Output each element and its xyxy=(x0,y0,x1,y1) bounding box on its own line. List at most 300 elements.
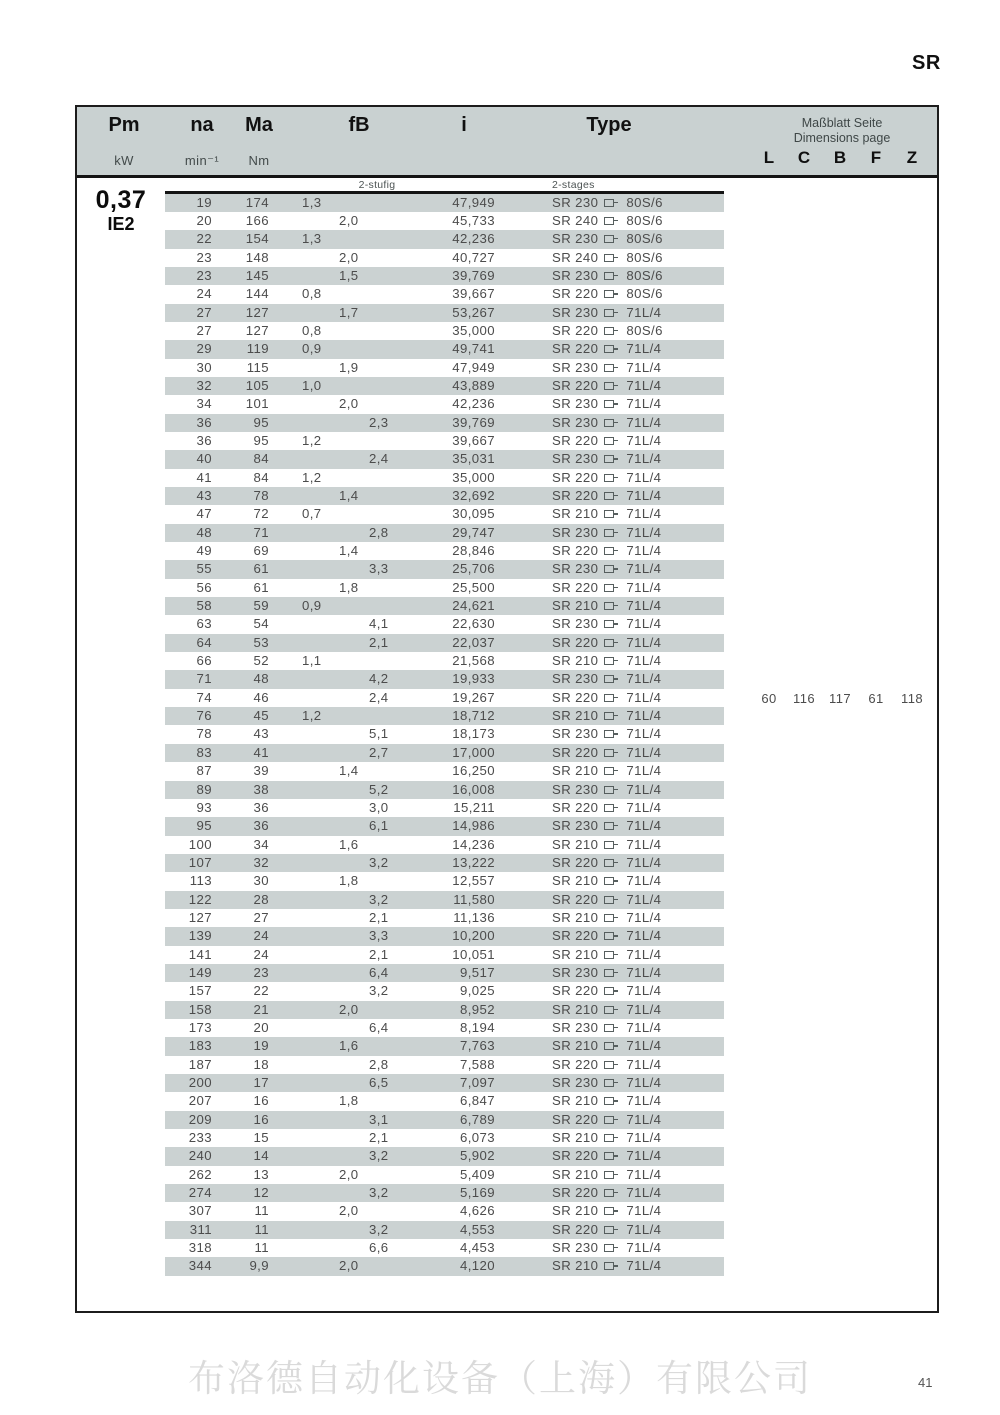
gearbox-type: SR 220 xyxy=(552,744,599,760)
gearbox-type: SR 220 xyxy=(552,286,599,302)
table-row xyxy=(165,1184,724,1202)
i-value: 19,267 xyxy=(452,689,495,705)
i-value: 5,902 xyxy=(459,1148,495,1164)
motor-size: 71L/4 xyxy=(626,1075,662,1090)
motor-size: 71L/4 xyxy=(626,1111,662,1127)
table-row xyxy=(165,1257,724,1275)
table-row xyxy=(165,395,724,413)
type-value xyxy=(552,652,661,671)
fb-value: 6,6 xyxy=(369,1240,389,1256)
i-value: 10,200 xyxy=(452,928,495,944)
motor-size: 71L/4 xyxy=(626,1001,662,1017)
gearbox-type: SR 220 xyxy=(552,543,599,559)
fb-value: 2,3 xyxy=(369,414,389,430)
fb-value: 6,5 xyxy=(369,1075,389,1090)
square-flange-icon xyxy=(604,235,614,243)
type-value xyxy=(552,505,661,524)
na-value: 307 xyxy=(188,1203,212,1219)
fb-value: 3,2 xyxy=(369,1221,389,1237)
type-value xyxy=(552,1037,661,1056)
table-row xyxy=(165,597,724,615)
type-value xyxy=(552,1257,661,1276)
table-row xyxy=(165,249,724,267)
i-value: 14,236 xyxy=(452,836,495,852)
gearbox-type: SR 220 xyxy=(552,983,599,999)
square-flange-icon xyxy=(604,914,614,922)
fb-value: 2,0 xyxy=(339,1166,359,1182)
ma-value: 105 xyxy=(245,377,269,393)
type-value xyxy=(552,542,661,561)
i-value: 39,667 xyxy=(452,286,495,302)
fb-value: 6,4 xyxy=(369,964,389,980)
motor-size: 71L/4 xyxy=(626,928,662,944)
table-row xyxy=(165,1001,724,1019)
square-flange-icon xyxy=(604,1042,614,1050)
gearbox-type: SR 230 xyxy=(552,267,599,283)
ma-value: 148 xyxy=(245,249,269,265)
square-flange-icon xyxy=(604,290,614,298)
na-value: 149 xyxy=(188,964,212,980)
i-value: 5,409 xyxy=(459,1166,495,1182)
i-value: 12,557 xyxy=(452,873,495,889)
table-row xyxy=(165,230,724,248)
i-value: 6,789 xyxy=(459,1111,495,1127)
square-flange-icon xyxy=(604,822,614,830)
fb-value: 0,8 xyxy=(302,286,322,302)
square-flange-icon xyxy=(604,565,614,573)
motor-size: 71L/4 xyxy=(626,964,662,980)
type-value xyxy=(552,267,663,286)
ma-value: 23 xyxy=(253,964,269,980)
gearbox-type: SR 230 xyxy=(552,1019,599,1035)
motor-size: 80S/6 xyxy=(626,322,663,338)
gearbox-type: SR 230 xyxy=(552,964,599,980)
ma-value: 17 xyxy=(253,1075,269,1090)
square-flange-icon xyxy=(604,382,614,390)
ma-value: 19 xyxy=(253,1038,269,1054)
na-value: 34 xyxy=(196,396,212,412)
na-value: 36 xyxy=(196,432,212,448)
fb-value: 2,8 xyxy=(369,1056,389,1072)
ma-value: 11 xyxy=(254,1203,269,1219)
dims-col-Z: Z xyxy=(906,148,918,167)
gearbox-type: SR 230 xyxy=(552,726,599,742)
gearbox-type: SR 230 xyxy=(552,1075,599,1090)
motor-size: 71L/4 xyxy=(626,396,662,412)
na-value: 100 xyxy=(188,836,212,852)
fb-value: 1,4 xyxy=(339,763,359,779)
dims-value-Z: 118 xyxy=(901,691,923,706)
motor-size: 80S/6 xyxy=(626,212,663,228)
gearbox-type: SR 230 xyxy=(552,524,599,540)
na-value: 95 xyxy=(196,818,212,834)
na-value: 27 xyxy=(196,322,212,338)
table-row xyxy=(165,267,724,285)
square-flange-icon xyxy=(604,1226,614,1234)
gearbox-type: SR 220 xyxy=(552,634,599,650)
fb-value: 0,8 xyxy=(302,322,322,338)
type-value xyxy=(552,597,661,616)
type-value xyxy=(552,964,661,983)
ma-value: 72 xyxy=(253,506,269,522)
square-flange-icon xyxy=(604,1024,614,1032)
type-value xyxy=(552,285,663,304)
motor-size: 71L/4 xyxy=(626,524,662,540)
gearbox-type: SR 210 xyxy=(552,598,599,614)
motor-size: 71L/4 xyxy=(626,377,662,393)
type-value xyxy=(552,414,661,433)
i-value: 32,692 xyxy=(452,488,495,503)
i-value: 35,031 xyxy=(452,451,495,467)
type-value xyxy=(552,1184,661,1203)
na-value: 29 xyxy=(196,341,212,357)
motor-size: 71L/4 xyxy=(626,341,662,357)
dims-values-row xyxy=(77,691,937,709)
square-flange-icon xyxy=(604,254,614,262)
motor-size: 71L/4 xyxy=(626,616,662,632)
gearbox-type: SR 210 xyxy=(552,708,599,724)
table-row xyxy=(165,212,724,230)
ma-value: 39 xyxy=(253,763,269,779)
fb-value: 6,4 xyxy=(369,1019,389,1035)
gearbox-type: SR 230 xyxy=(552,359,599,375)
na-value: 74 xyxy=(196,689,212,705)
gearbox-type: SR 230 xyxy=(552,818,599,834)
table-row xyxy=(165,670,724,688)
ma-value: 115 xyxy=(246,359,269,375)
col-header-ma: Ma xyxy=(245,114,273,136)
ma-value: 30 xyxy=(253,873,269,889)
na-value: 113 xyxy=(189,873,212,889)
gearbox-type: SR 230 xyxy=(552,1240,599,1256)
fb-value: 3,1 xyxy=(369,1111,389,1127)
fb-value: 1,8 xyxy=(339,1093,359,1109)
gearbox-type: SR 210 xyxy=(552,1093,599,1109)
i-value: 4,120 xyxy=(459,1258,495,1274)
gearbox-type: SR 230 xyxy=(552,304,599,320)
gearbox-type: SR 230 xyxy=(552,231,599,247)
gearbox-type: SR 220 xyxy=(552,377,599,393)
type-value xyxy=(552,615,661,634)
table-row xyxy=(165,1147,724,1165)
na-value: 30 xyxy=(196,359,212,375)
motor-size: 71L/4 xyxy=(626,909,662,925)
page-number: 41 xyxy=(918,1375,933,1390)
i-value: 30,095 xyxy=(452,506,495,522)
ma-value: 32 xyxy=(253,854,269,870)
square-flange-icon xyxy=(604,217,614,225)
fb-value: 3,0 xyxy=(369,799,389,815)
fb-value: 1,0 xyxy=(302,377,322,393)
motor-size: 71L/4 xyxy=(626,946,662,962)
dims-value-L: 60 xyxy=(761,691,777,706)
gearbox-type: SR 230 xyxy=(552,561,599,577)
type-value xyxy=(552,377,661,396)
motor-size: 80S/6 xyxy=(626,286,663,302)
gearbox-type: SR 220 xyxy=(552,799,599,815)
na-value: 49 xyxy=(196,543,212,559)
motor-size: 71L/4 xyxy=(626,561,662,577)
gearbox-type: SR 210 xyxy=(552,1258,599,1274)
dimensions-page-title-en: Dimensions page xyxy=(793,131,891,145)
type-value xyxy=(552,836,661,855)
na-value: 20 xyxy=(196,212,212,228)
na-value: 56 xyxy=(196,579,212,595)
i-value: 24,621 xyxy=(452,598,495,614)
motor-size: 71L/4 xyxy=(626,781,662,797)
ma-value: 13 xyxy=(253,1166,269,1182)
motor-size: 71L/4 xyxy=(626,432,662,448)
motor-size: 71L/4 xyxy=(626,469,662,485)
i-value: 42,236 xyxy=(452,231,495,247)
square-flange-icon xyxy=(604,1079,614,1087)
na-value: 78 xyxy=(196,726,212,742)
table-row xyxy=(165,322,724,340)
na-value: 47 xyxy=(196,506,212,522)
ma-value: 166 xyxy=(245,212,269,228)
type-value xyxy=(552,340,661,359)
table-row xyxy=(165,744,724,762)
motor-size: 71L/4 xyxy=(626,1203,662,1219)
square-flange-icon xyxy=(604,804,614,812)
type-value xyxy=(552,982,661,1001)
fb-value: 4,1 xyxy=(369,616,389,632)
fb-value: 1,1 xyxy=(302,653,322,669)
type-value xyxy=(552,707,661,726)
i-value: 16,250 xyxy=(452,763,495,779)
na-value: 344 xyxy=(188,1258,212,1274)
gearbox-type: SR 220 xyxy=(552,1111,599,1127)
ma-value: 84 xyxy=(253,451,269,467)
motor-size: 71L/4 xyxy=(626,836,662,852)
fb-value: 0,9 xyxy=(302,341,322,357)
square-flange-icon xyxy=(604,730,614,738)
dims-col-L: L xyxy=(763,148,775,167)
type-value xyxy=(552,450,661,469)
ma-value: 45 xyxy=(253,708,269,724)
type-value xyxy=(552,1166,661,1185)
motor-size: 71L/4 xyxy=(626,726,662,742)
table-row xyxy=(165,469,724,487)
motor-size: 71L/4 xyxy=(626,451,662,467)
i-value: 49,741 xyxy=(452,341,495,357)
motor-size: 71L/4 xyxy=(626,983,662,999)
square-flange-icon xyxy=(604,767,614,775)
type-value xyxy=(552,304,661,323)
i-value: 11,580 xyxy=(453,891,495,907)
na-value: 40 xyxy=(196,451,212,467)
type-value xyxy=(552,359,661,378)
i-value: 8,194 xyxy=(459,1019,495,1035)
table-row xyxy=(165,1074,724,1092)
ma-value: 53 xyxy=(253,634,269,650)
fb-value: 3,3 xyxy=(369,928,389,944)
na-value: 66 xyxy=(196,653,212,669)
ma-value: 24 xyxy=(253,946,269,962)
square-flange-icon xyxy=(604,675,614,683)
dims-col-C: C xyxy=(797,148,811,167)
gearbox-type: SR 230 xyxy=(552,616,599,632)
square-flange-icon xyxy=(604,987,614,995)
i-value: 18,712 xyxy=(452,708,495,724)
ma-value: 127 xyxy=(245,304,269,320)
fb-value: 5,1 xyxy=(369,726,389,742)
ma-value: 61 xyxy=(253,579,269,595)
i-value: 6,073 xyxy=(459,1130,495,1146)
square-flange-icon xyxy=(604,1171,614,1179)
fb-value: 1,6 xyxy=(339,836,359,852)
fb-value: 2,1 xyxy=(369,909,389,925)
square-flange-icon xyxy=(604,620,614,628)
dims-value-C: 116 xyxy=(793,691,815,706)
square-flange-icon xyxy=(604,364,614,372)
i-value: 35,000 xyxy=(452,469,495,485)
type-value xyxy=(552,1129,661,1148)
na-value: 55 xyxy=(196,561,212,577)
gearbox-type: SR 210 xyxy=(552,1130,599,1146)
ma-value: 16 xyxy=(253,1093,269,1109)
square-flange-icon xyxy=(604,951,614,959)
table-row xyxy=(165,725,724,743)
fb-value: 2,8 xyxy=(369,524,389,540)
i-value: 42,236 xyxy=(452,396,495,412)
type-value xyxy=(552,1019,661,1038)
na-value: 43 xyxy=(196,488,212,503)
square-flange-icon xyxy=(604,841,614,849)
type-value xyxy=(552,230,663,249)
type-value xyxy=(552,744,661,763)
fb-value: 1,4 xyxy=(339,543,359,559)
gearbox-type: SR 220 xyxy=(552,469,599,485)
square-flange-icon xyxy=(604,1189,614,1197)
motor-size: 71L/4 xyxy=(626,818,662,834)
na-value: 93 xyxy=(196,799,212,815)
ma-value: 119 xyxy=(246,341,269,357)
table-row xyxy=(165,1239,724,1257)
i-value: 17,000 xyxy=(452,744,495,760)
fb-value: 6,1 xyxy=(369,818,389,834)
type-value xyxy=(552,560,661,579)
motor-size: 71L/4 xyxy=(626,543,662,559)
gearbox-type: SR 220 xyxy=(552,689,599,705)
na-value: 207 xyxy=(188,1093,212,1109)
ma-value: 59 xyxy=(253,598,269,614)
i-value: 39,769 xyxy=(452,267,495,283)
table-row xyxy=(165,432,724,450)
motor-size: 71L/4 xyxy=(626,304,662,320)
gearbox-type: SR 240 xyxy=(552,249,599,265)
col-header-pm: Pm xyxy=(108,114,140,136)
dims-col-F: F xyxy=(870,148,882,167)
type-value xyxy=(552,1111,661,1130)
gearbox-type: SR 220 xyxy=(552,341,599,357)
ma-value: 28 xyxy=(253,891,269,907)
na-value: 158 xyxy=(188,1001,212,1017)
motor-size: 71L/4 xyxy=(626,1038,662,1054)
fb-value: 1,5 xyxy=(339,267,359,283)
square-flange-icon xyxy=(604,529,614,537)
motor-size: 71L/4 xyxy=(626,579,662,595)
fb-value: 3,2 xyxy=(369,1185,389,1201)
type-value xyxy=(552,1074,661,1093)
type-value xyxy=(552,194,663,213)
motor-size: 71L/4 xyxy=(626,506,662,522)
fb-value: 2,0 xyxy=(339,212,359,228)
na-value: 173 xyxy=(188,1019,212,1035)
gearbox-type: SR 230 xyxy=(552,194,599,210)
table-row xyxy=(165,340,724,358)
table-row xyxy=(165,579,724,597)
table-row xyxy=(165,377,724,395)
gearbox-type: SR 230 xyxy=(552,396,599,412)
col-header-i: i xyxy=(461,114,467,136)
efficiency-class: IE2 xyxy=(107,214,135,234)
type-value xyxy=(552,212,663,231)
gearbox-type: SR 210 xyxy=(552,836,599,852)
gearbox-type: SR 210 xyxy=(552,1166,599,1182)
fb-value: 1,8 xyxy=(339,873,359,889)
gearbox-type: SR 220 xyxy=(552,322,599,338)
table-row xyxy=(165,1092,724,1110)
type-value xyxy=(552,1056,661,1075)
ma-value: 41 xyxy=(253,744,269,760)
motor-size: 71L/4 xyxy=(626,689,662,705)
fb-value: 2,0 xyxy=(339,1001,359,1017)
type-value xyxy=(552,634,661,653)
table-row xyxy=(165,542,724,560)
fb-value: 0,7 xyxy=(302,506,322,522)
fb-value: 3,2 xyxy=(369,854,389,870)
na-value: 71 xyxy=(196,671,212,687)
fb-value: 1,2 xyxy=(302,432,322,448)
gearbox-type: SR 210 xyxy=(552,506,599,522)
ma-value: 16 xyxy=(253,1111,269,1127)
na-value: 87 xyxy=(196,763,212,779)
motor-size: 71L/4 xyxy=(626,854,662,870)
square-flange-icon xyxy=(604,859,614,867)
type-value xyxy=(552,762,661,781)
i-value: 15,211 xyxy=(453,799,495,815)
motor-size: 71L/4 xyxy=(626,1130,662,1146)
motor-size: 71L/4 xyxy=(626,1019,662,1035)
ma-value: 46 xyxy=(253,689,269,705)
i-value: 4,453 xyxy=(459,1240,495,1256)
gearbox-type: SR 220 xyxy=(552,1056,599,1072)
i-value: 43,889 xyxy=(452,377,495,393)
unit-pm: kW xyxy=(114,153,134,168)
table-row xyxy=(165,927,724,945)
ma-value: 54 xyxy=(253,616,269,632)
na-value: 240 xyxy=(188,1148,212,1164)
na-value: 141 xyxy=(188,946,212,962)
motor-size: 71L/4 xyxy=(626,634,662,650)
square-flange-icon xyxy=(604,272,614,280)
fb-value: 2,0 xyxy=(339,1258,359,1274)
na-value: 209 xyxy=(188,1111,212,1127)
gearbox-type: SR 210 xyxy=(552,763,599,779)
table-row xyxy=(165,1037,724,1055)
i-value: 22,037 xyxy=(452,634,495,650)
square-flange-icon xyxy=(604,969,614,977)
gearbox-type: SR 230 xyxy=(552,451,599,467)
i-value: 16,008 xyxy=(452,781,495,797)
motor-size: 80S/6 xyxy=(626,231,663,247)
na-value: 200 xyxy=(188,1075,212,1090)
na-value: 36 xyxy=(196,414,212,430)
motor-size: 71L/4 xyxy=(626,1166,662,1182)
motor-size: 71L/4 xyxy=(626,799,662,815)
ma-value: 11 xyxy=(254,1221,269,1237)
